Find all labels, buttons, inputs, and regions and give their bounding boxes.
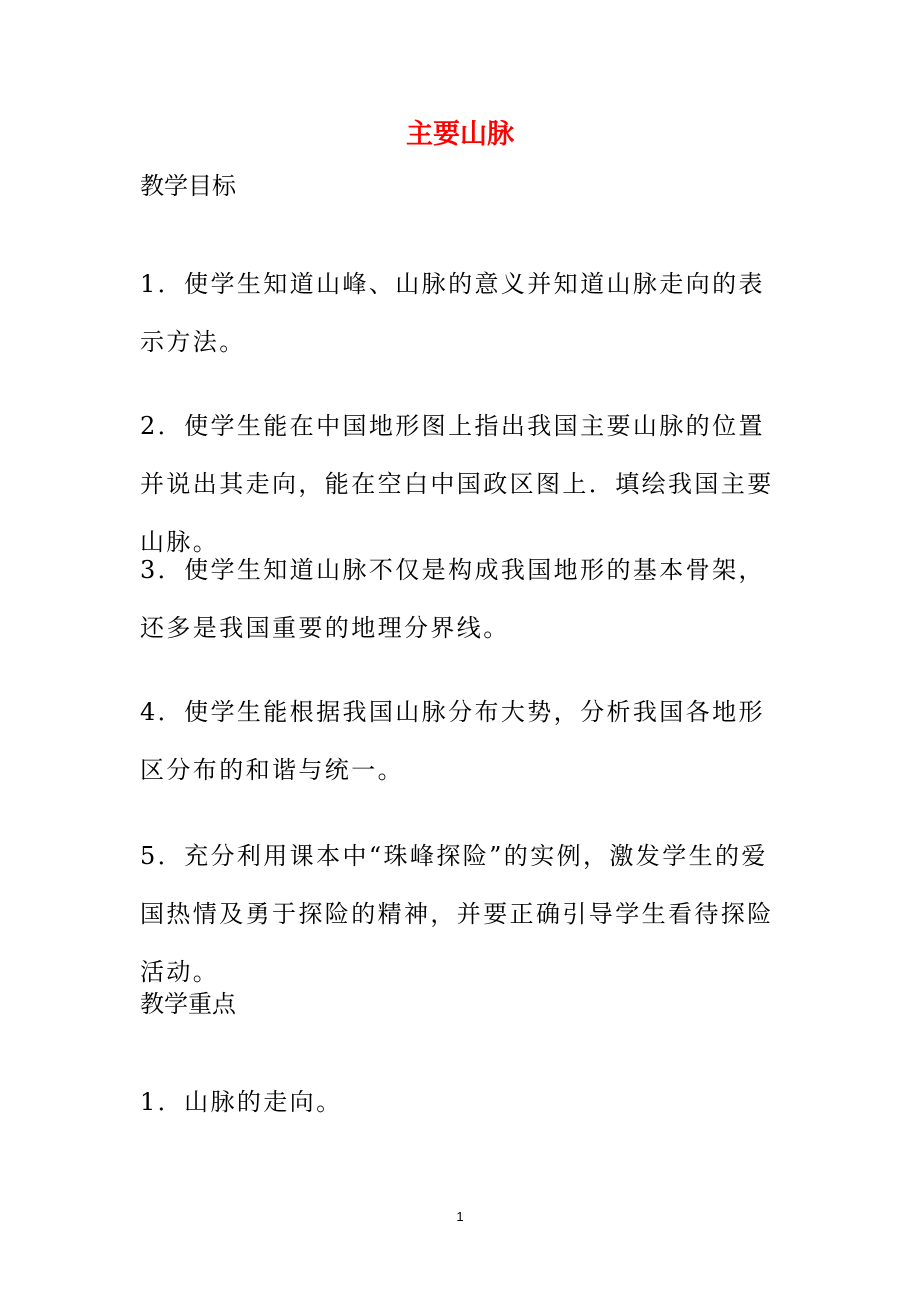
section-heading-key-points: 教学重点 — [140, 990, 236, 1018]
page-number: 1 — [456, 1209, 464, 1224]
key-point-item-1: 1．山脉的走向。 — [140, 1088, 343, 1116]
objective-item-5: 5．充分利用课本中“珠峰探险”的实例，激发学生的爱国热情及勇于探险的精神，并要正确引导学生看待探险活动。 — [140, 842, 774, 986]
objective-item-3: 3．使学生知道山脉不仅是构成我国地形的基本骨架，还多是我国重要的地理分界线。 — [140, 556, 765, 642]
objective-item-2: 2．使学生能在中国地形图上指出我国主要山脉的位置并说出其走向，能在空白中国政区图上．填绘我国主要山脉。 — [140, 412, 774, 556]
objective-item-1: 1．使学生知道山峰、山脉的意义并知道山脉走向的表示方法。 — [140, 270, 765, 356]
objective-item-4: 4．使学生能根据我国山脉分布大势，分析我国各地形区分布的和谐与统一。 — [140, 698, 765, 784]
document-title: 主要山脉 — [406, 119, 514, 150]
section-heading-objectives: 教学目标 — [140, 172, 236, 200]
